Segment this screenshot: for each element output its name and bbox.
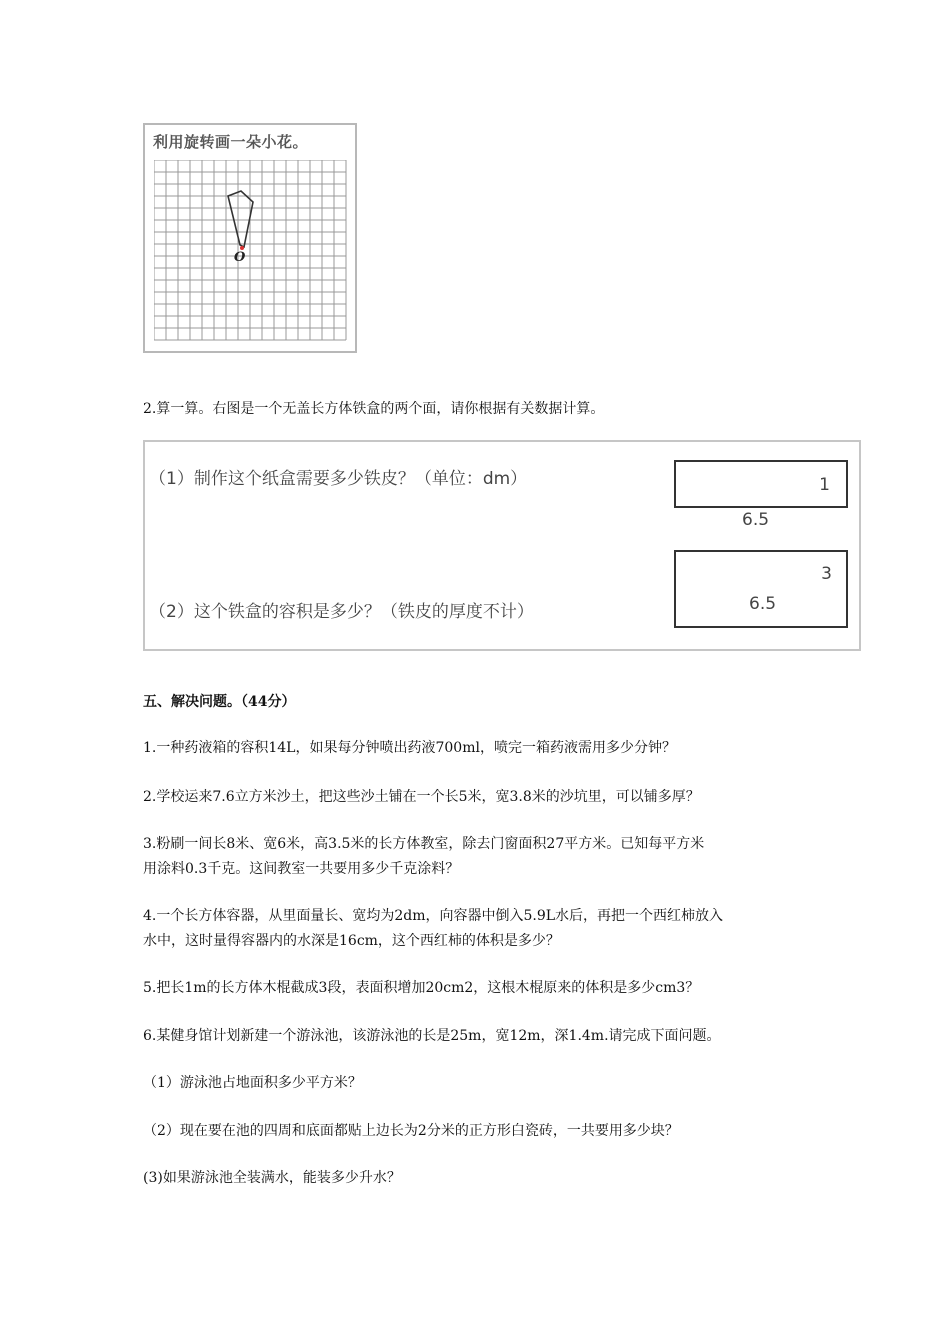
face-rectangle-2 [674,550,848,628]
problem-5: 5.把长1m的长方体木棍截成3段，表面积增加20cm2，这根木棍原来的体积是多少cm3？ [143,980,700,996]
problem-6-part-1: （1）游泳池占地面积多少平方米？ [143,1075,362,1091]
problem-2: 2.学校运来7.6立方米沙土，把这些沙土铺在一个长5米，宽3.8米的沙坑里，可以铺多厚？ [143,789,700,805]
kite-shape [228,191,253,247]
problem-1: 1.一种药液箱的容积14L，如果每分钟喷出药液700ml，喷完一箱药液需用多少分钟？ [143,740,676,756]
point-o-label: O [234,250,246,265]
problem-6: 6.某健身馆计划新建一个游泳池，该游泳池的长是25m，宽12m，深1.4m.请完成下面问题。 [143,1028,721,1044]
section-5-title: 五、解决问题。（44分） [143,694,296,710]
rotation-grid-figure [143,123,357,353]
problem-4-line-2: 水中，这时量得容器内的水深是16cm，这个西红柿的体积是多少？ [143,933,560,949]
rect1-bottom-label: 6.5 [742,510,770,530]
figure2-question-2: （2）这个铁盒的容积是多少？（铁皮的厚度不计） [149,602,534,622]
rect1-side-label: 1 [819,475,830,495]
problem-3-line-2: 用涂料0.3千克。这间教室一共要用多少千克涂料？ [143,861,460,877]
problem-4-line-1: 4.一个长方体容器，从里面量长、宽均为2dm，向容器中倒入5.9L水后，再把一个西红柿放入 [143,908,724,924]
problem-6-part-2: （2）现在要在池的四周和底面都贴上边长为2分米的正方形白瓷砖，一共要用多少块？ [143,1123,679,1139]
box-faces-figure [143,440,861,651]
rect2-inner-label: 6.5 [749,594,777,614]
problem-6-part-3: (3)如果游泳池全装满水，能装多少升水？ [143,1170,401,1186]
figure2-question-1: （1）制作这个纸盒需要多少铁皮？（单位：dm） [149,469,528,489]
figure-title: 利用旋转画一朵小花。 [153,133,309,151]
problem-3-line-1: 3.粉刷一间长8米、宽6米，高3.5米的长方体教室，除去门窗面积27平方米。已知每平方米 [143,836,705,852]
grid-drawing [154,160,350,346]
rect2-side-label: 3 [821,564,832,584]
face-rectangle-1 [674,460,848,508]
question-2-intro: 2.算一算。右图是一个无盖长方体铁盒的两个面，请你根据有关数据计算。 [143,401,605,417]
